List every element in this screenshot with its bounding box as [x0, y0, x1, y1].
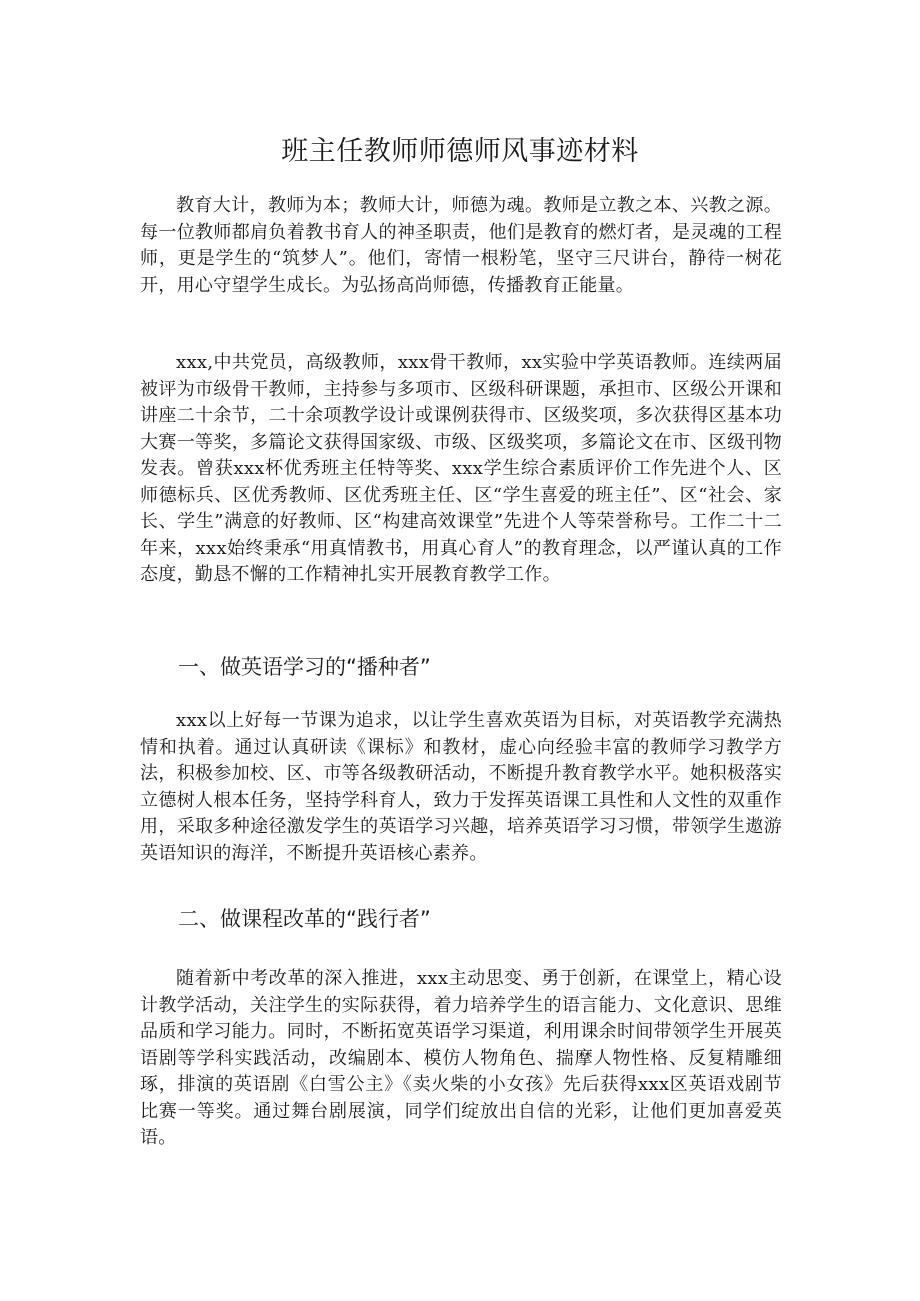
profile-paragraph: xxx,中共党员，高级教师，xxx骨干教师，xx实验中学英语教师。连续两届被评为市级骨干教师，主持参与多项市、区级科研课题，承担市、区级公开课和讲座二十余节，二十余项教学设计或课例获得市、区级奖项，多次获得区基本功大赛一等奖，多篇论文获得国家级、市级、区级奖项，多篇论文在市、区级刊物发表。曾获xxx杯优秀班主任特等奖、xxx学生综合素质评价工作先进个人、区师德标兵、区优秀教师、区优秀班主任、区“学生喜爱的班主任”、区“社会、家长、学生”满意的好教师、区“构建高效课堂”先进个人等荣誉称号。工作二十二年来，xxx始终秉承“用真情教书，用真心育人”的教育理念，以严谨认真的工作态度，勤恳不懈的工作精神扎实开展教育教学工作。 [140, 352, 782, 585]
section-1-paragraph: xxx以上好每一节课为追求，以让学生喜欢英语为目标，对英语教学充满热情和执着。通过认真研读《课标》和教材，虚心向经验丰富的教师学习教学方法，积极参加校、区、市等各级教研活动，不断提升教育教学水平。她积极落实立德树人根本任务，坚持学科育人，致力于发挥英语课工具性和人文性的双重作用，采取多种途径激发学生的英语学习兴趣，培养英语学习习惯，带领学生遨游英语知识的海洋，不断提升英语核心素养。 [140, 710, 782, 864]
document-title: 班主任教师师德师风事迹材料 [281, 136, 639, 167]
section-2-paragraph: 随着新中考改革的深入推进，xxx主动思变、勇于创新，在课堂上，精心设计教学活动，关注学生的实际获得，着力培养学生的语言能力、文化意识、思维品质和学习能力。同时，不断拓宽英语学习渠道，利用课余时间带领学生开展英语剧等学科实践活动，改编剧本、模仿人物角色、揣摩人物性格、反复精雕细琢，排演的英语剧《白雪公主》《卖火柴的小女孩》先后获得xxx区英语戏剧节比赛一等奖。通过舞台剧展演，同学们绽放出自信的光彩，让他们更加喜爱英语。 [140, 968, 782, 1148]
section-1-heading: 一、做英语学习的“播种者” [178, 655, 431, 679]
intro-paragraph: 教育大计，教师为本；教师大计，师德为魂。教师是立教之本、兴教之源。每一位教师都肩负着教书育人的神圣职责，他们是教育的燃灯者，是灵魂的工程师，更是学生的“筑梦人”。他们，寄情一根粉笔，坚守三尺讲台，静待一树花开，用心守望学生成长。为弘扬高尚师德，传播教育正能量。 [140, 195, 782, 296]
section-2-heading: 二、做课程改革的“践行者” [178, 907, 431, 931]
